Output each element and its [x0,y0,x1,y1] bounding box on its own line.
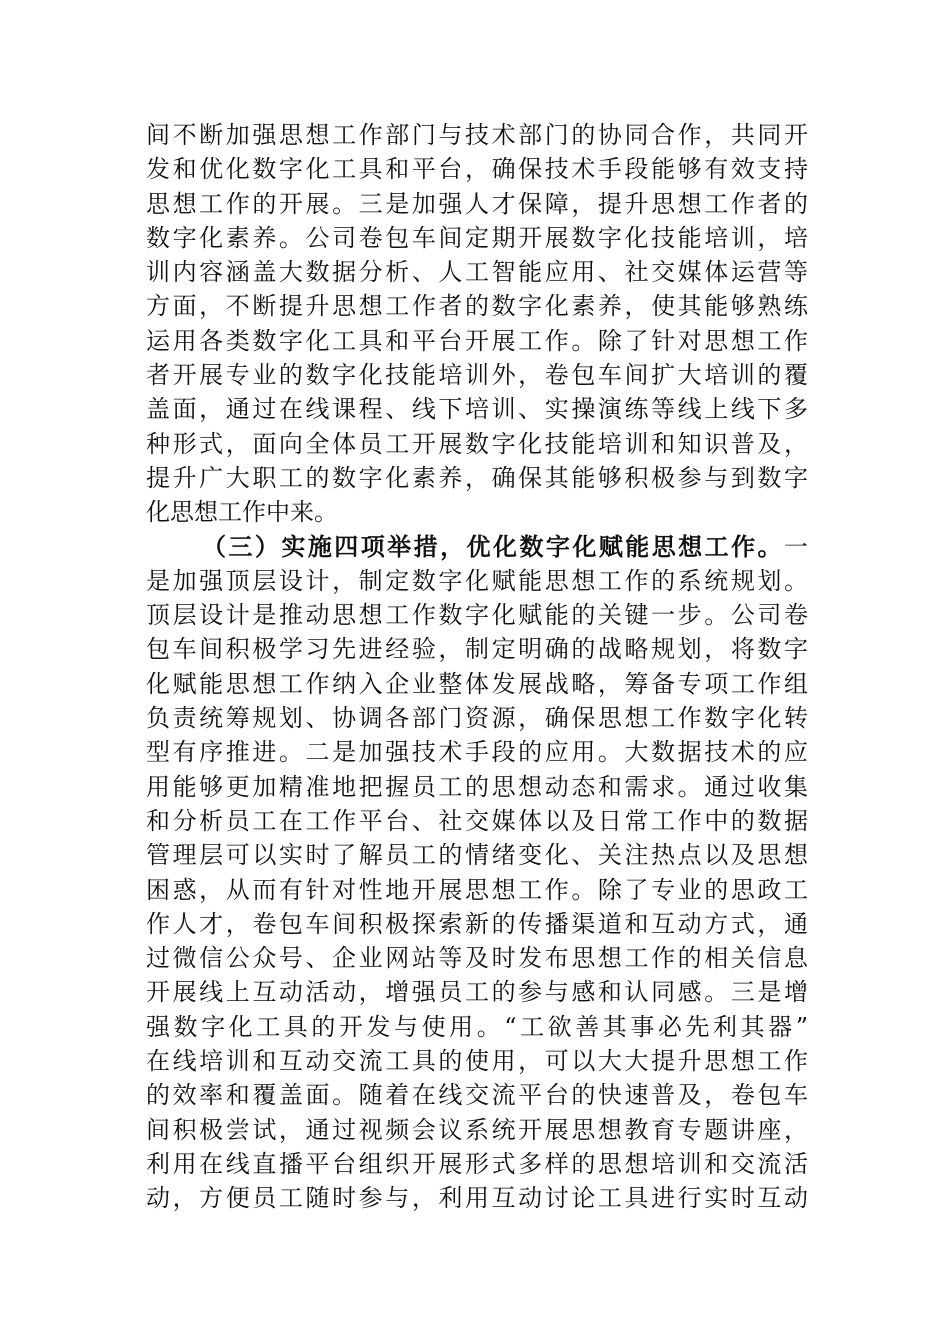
text-line: 化思想工作中来。 [146,498,338,527]
text-line: 者开展专业的数字化技能培训外，卷包车间扩大培训的覆 [146,361,808,390]
text-line: 管理层可以实时了解员工的情绪变化、关注热点以及思想 [146,841,808,870]
text-line: 间积极尝试，通过视频会议系统开展思想教育专题讲座， [146,1115,808,1144]
text-line: 间不断加强思想工作部门与技术部门的协同合作，共同开 [146,121,808,149]
heading-trailing-text: 一 [784,532,808,561]
text-line: 强数字化工具的开发与使用。“工欲善其事必先利其器” [146,1012,808,1041]
text-line: 盖面，通过在线课程、线下培训、实操演练等线上线下多 [146,395,808,424]
text-line: 和分析员工在工作平台、社交媒体以及日常工作中的数据 [146,806,808,835]
text-line: 用能够更加精准地把握员工的思想动态和需求。通过收集 [146,772,808,801]
text-line: 困惑，从而有针对性地开展思想工作。除了专业的思政工 [146,875,808,904]
text-line: 发和优化数字化工具和平台，确保技术手段能够有效支持 [146,155,808,184]
text-line: 训内容涵盖大数据分析、人工智能应用、社交媒体运营等 [146,258,808,287]
paragraph-2 [146,530,808,1216]
text-line: 运用各类数字化工具和平台开展工作。除了针对思想工作 [146,326,808,355]
section-heading: （三）实施四项举措，优化数字化赋能思想工作。 [202,531,784,561]
paragraph-first-line [146,530,808,564]
text-line: 顶层设计是推动思想工作数字化赋能的关键一步。公司卷 [146,601,808,630]
text-line: 在线培训和互动交流工具的使用，可以大大提升思想工作 [146,1047,808,1076]
text-line: 动，方便员工随时参与，利用互动讨论工具进行实时互动 [146,1184,808,1213]
text-line: 提升广大职工的数字化素养，确保其能够积极参与到数字 [146,463,808,492]
text-line: 作人才，卷包车间积极探索新的传播渠道和互动方式，通 [146,909,808,938]
body-text [146,118,808,1216]
text-line: 是加强顶层设计，制定数字化赋能思想工作的系统规划。 [146,566,808,595]
paragraph-1 [146,118,808,530]
text-line: 型有序推进。二是加强技术手段的应用。大数据技术的应 [146,738,808,767]
text-line: 种形式，面向全体员工开展数字化技能培训和知识普及， [146,429,808,458]
text-line: 数字化素养。公司卷包车间定期开展数字化技能培训，培 [146,223,808,252]
text-line: 过微信公众号、企业网站等及时发布思想工作的相关信息 [146,944,808,973]
text-line: 利用在线直播平台组织开展形式多样的思想培训和交流活 [146,1149,808,1178]
text-line: 包车间积极学习先进经验，制定明确的战略规划，将数字 [146,635,808,664]
text-line: 的效率和覆盖面。随着在线交流平台的快速普及，卷包车 [146,1081,808,1110]
text-line: 负责统筹规划、协调各部门资源，确保思想工作数字化转 [146,704,808,733]
text-line: 方面，不断提升思想工作者的数字化素养，使其能够熟练 [146,292,808,321]
text-line: 思想工作的开展。三是加强人才保障，提升思想工作者的 [146,189,808,218]
text-line: 开展线上互动活动，增强员工的参与感和认同感。三是增 [146,978,808,1007]
text-line: 化赋能思想工作纳入企业整体发展战略，筹备专项工作组 [146,669,808,698]
